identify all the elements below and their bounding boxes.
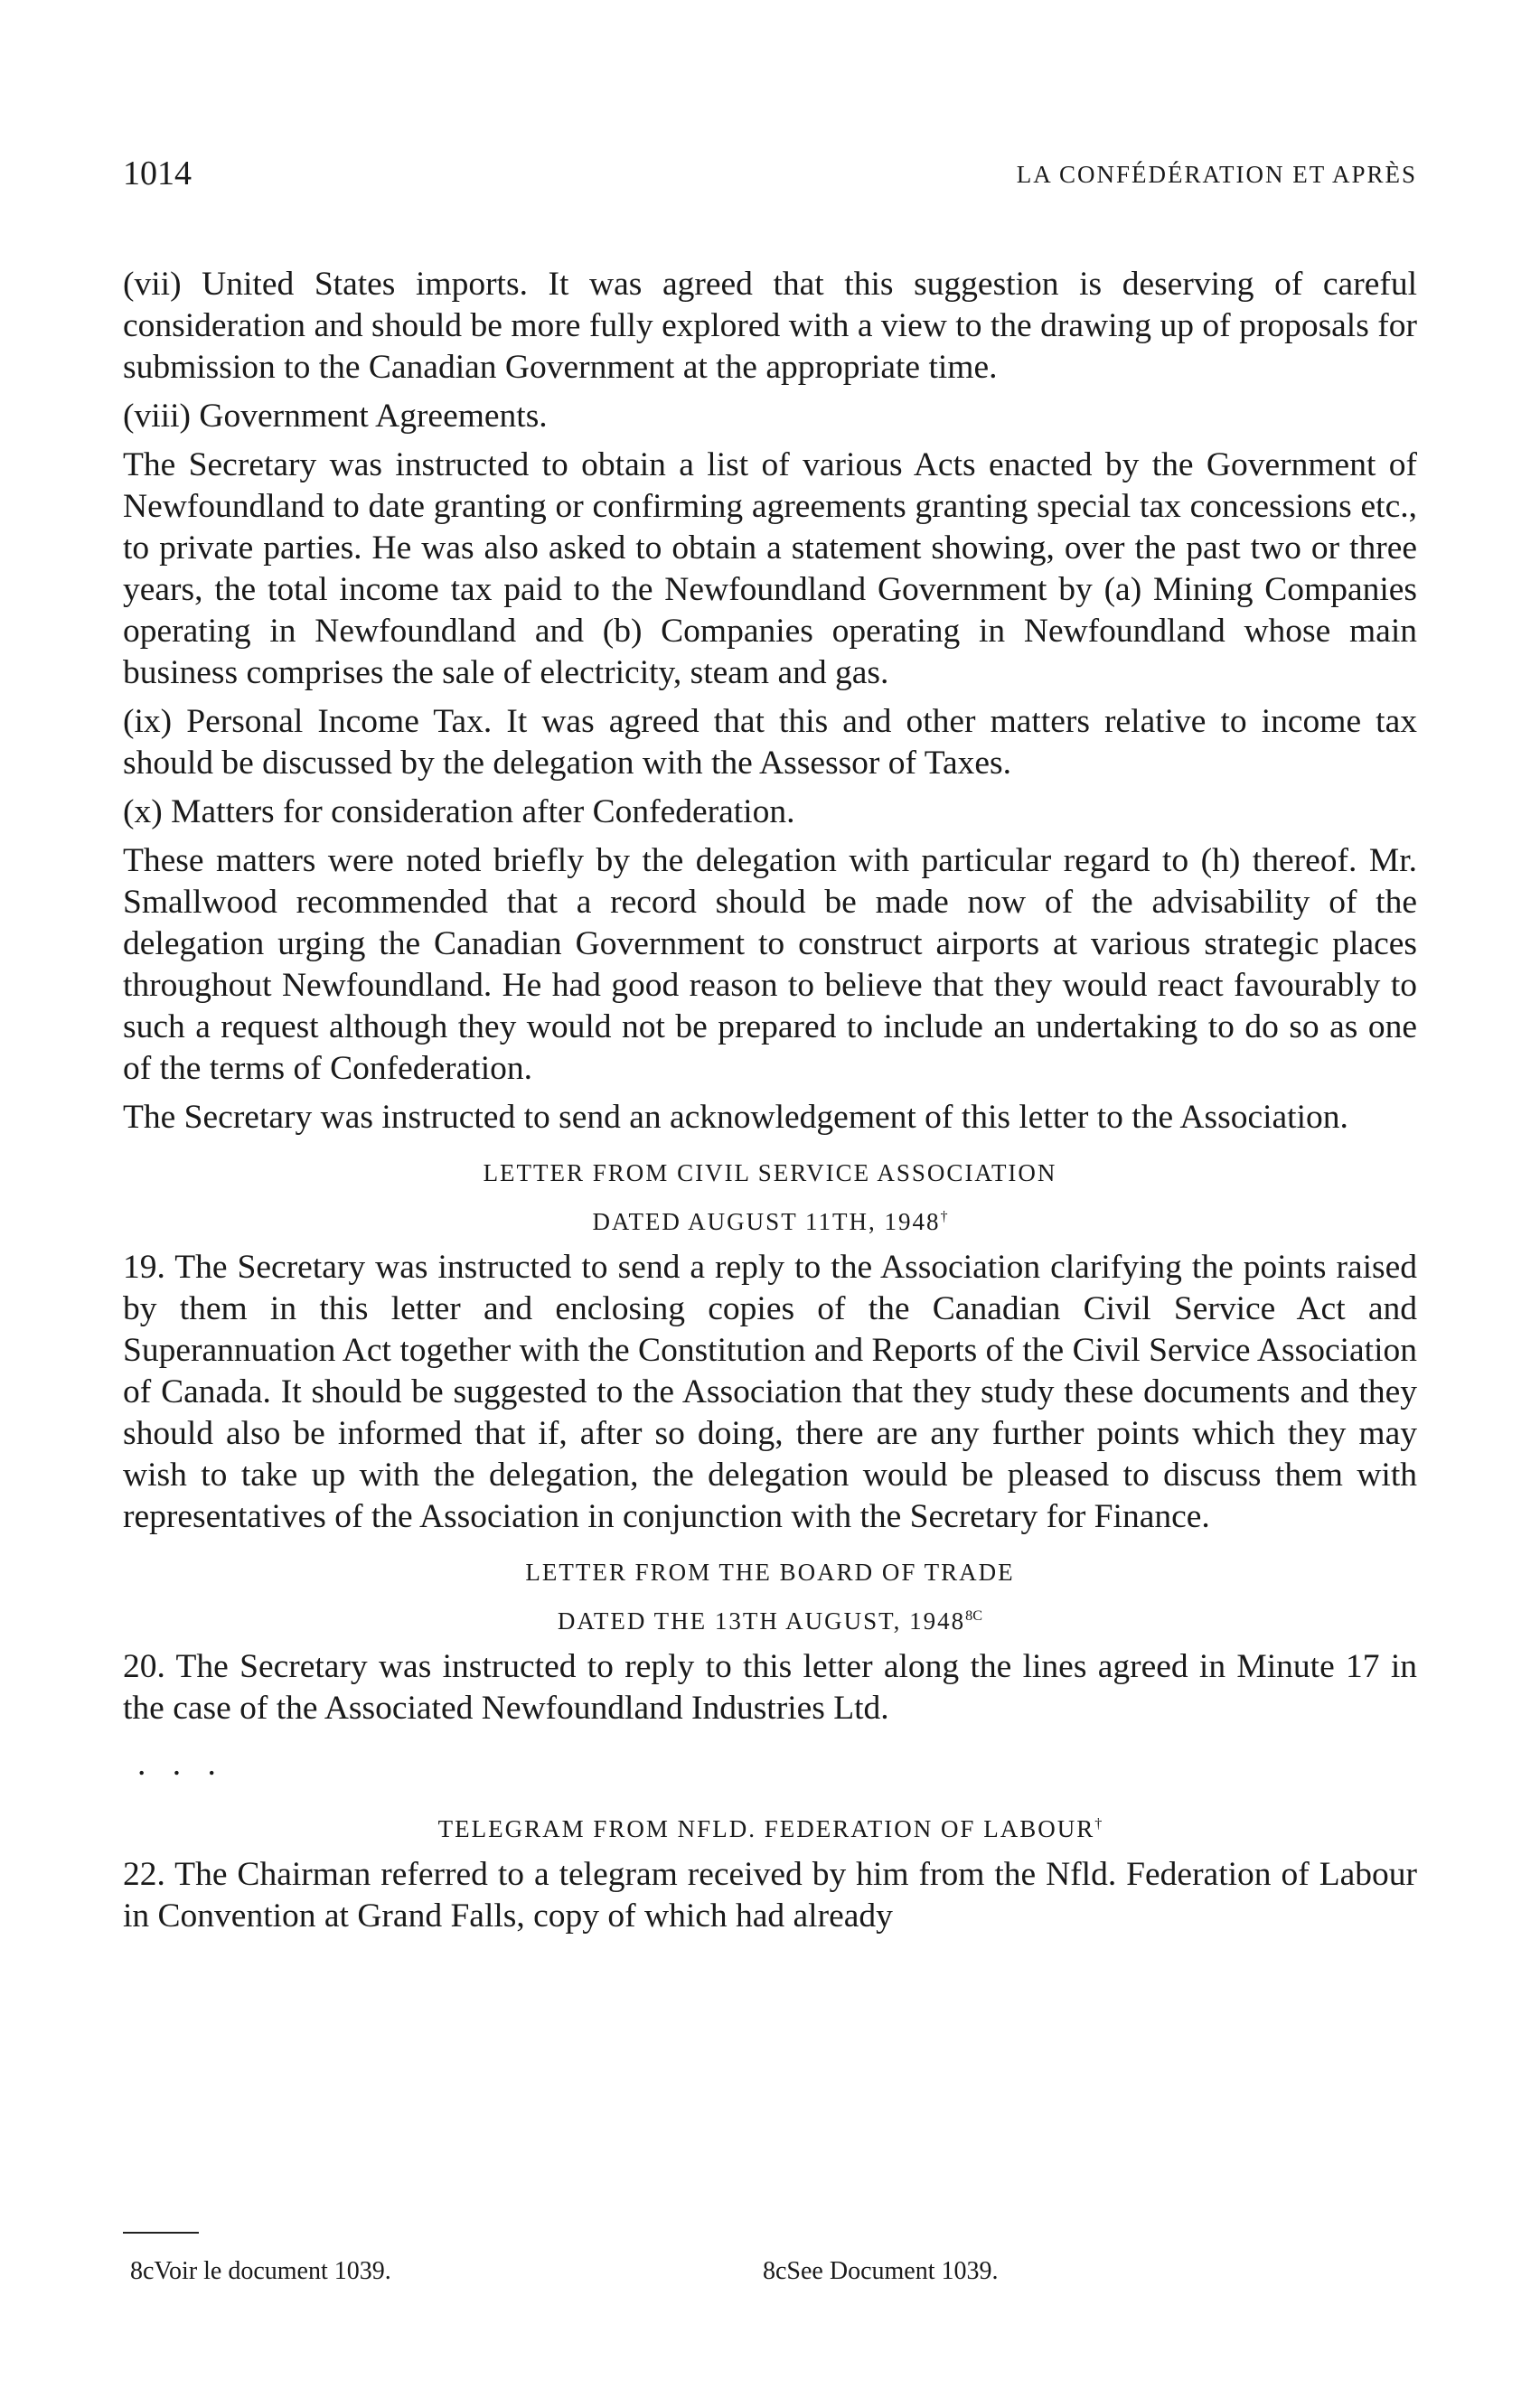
heading-line	[123, 1802, 1417, 1851]
footnote-rule	[123, 2232, 199, 2234]
heading-date: DATED THE 13TH AUGUST, 1948	[557, 1607, 966, 1635]
running-title: LA CONFÉDÉRATION ET APRÈS	[1016, 161, 1417, 188]
paragraph-20: 20. The Secretary was instructed to reply to this letter along the lines agreed in Minute 17 in the case of the Associated Newfoundland Industries Ltd.	[123, 1648, 1417, 1727]
body-text	[123, 264, 1417, 1937]
heading-line	[123, 1195, 1417, 1243]
paragraph-government-agreements: The Secretary was instructed to obtain a list of various Acts enacted by the Government of Newfoundland to date granting or confirming agreements granting special tax concessions etc., to private parties. He was also asked to obtain a statement showing, over the past two or three years, the total income tax paid to the Newfoundland Government by (a) Mining Companies operating in Newfoundland and (b) Companies operating in Newfoundland whose main business comprises the sale of electricity, steam and gas.	[123, 446, 1417, 691]
heading-civil-service-letter	[123, 1151, 1417, 1243]
paragraph-acknowledgement: The Secretary was instructed to send an acknowledgement of this letter to the Association.	[123, 1099, 1348, 1136]
paragraph-viii: (viii) Government Agreements.	[123, 398, 548, 435]
dagger-mark: †	[1094, 1815, 1103, 1832]
heading-line: LETTER FROM THE BOARD OF TRADE	[525, 1559, 1015, 1586]
omission-ellipsis: . . .	[137, 1746, 225, 1783]
paragraph-matters-noted: These matters were noted briefly by the delegation with particular regard to (h) thereof. Mr. Smallwood recommended that a record should be made now of the advisability of the delegation urging the Canadian Government to construct airports at various strategic places throughout Newfoundland. He had good reason to believe that they would react favourably to such a request although they would not be prepared to include an undertaking to do so as one of the terms of Confederation.	[123, 842, 1417, 1087]
footnote-row	[123, 2257, 1417, 2293]
document-page	[123, 154, 1417, 1944]
paragraph-22: 22. The Chairman referred to a telegram received by him from the Nfld. Federation of Labour in Convention at Grand Falls, copy of which had already	[123, 1856, 1417, 1935]
heading-text: TELEGRAM FROM NFLD. FEDERATION OF LABOUR	[437, 1815, 1095, 1842]
heading-telegram	[123, 1802, 1417, 1851]
paragraph-x: (x) Matters for consideration after Confederation.	[123, 793, 795, 830]
paragraph-ix: (ix) Personal Income Tax. It was agreed that this and other matters relative to income tax should be discussed by the delegation with the Assessor of Taxes.	[123, 703, 1417, 782]
page-number: 1014	[123, 155, 192, 192]
heading-line: LETTER FROM CIVIL SERVICE ASSOCIATION	[483, 1159, 1057, 1186]
footnote-french: 8cVoir le document 1039.	[130, 2257, 391, 2285]
paragraph-19: 19. The Secretary was instructed to send a reply to the Association clarifying the points raised by them in this letter and enclosing copies of the Canadian Civil Service Act and Superannuation Act together with the Constitution and Reports of the Civil Service Association of Canada. It should be suggested to the Association that they study these documents and they should also be informed that if, after so doing, there are any further points which they may wish to take up with the delegation, the delegation would be pleased to discuss them with representatives of the Association in conjunction with the Secretary for Finance.	[123, 1249, 1417, 1535]
footnote-mark: 8C	[965, 1607, 983, 1624]
footnotes	[123, 2232, 1417, 2293]
running-head	[123, 154, 1417, 208]
heading-line	[123, 1594, 1417, 1643]
footnote-english: 8cSee Document 1039.	[763, 2257, 999, 2285]
dagger-mark: †	[940, 1208, 948, 1224]
heading-date: DATED AUGUST 11TH, 1948	[592, 1208, 941, 1235]
paragraph-vii: (vii) United States imports. It was agreed that this suggestion is deserving of careful consideration and should be more fully explored with a view to the drawing up of proposals for submission to the Canadian Government at the appropriate time.	[123, 266, 1417, 386]
heading-board-of-trade-letter	[123, 1551, 1417, 1643]
